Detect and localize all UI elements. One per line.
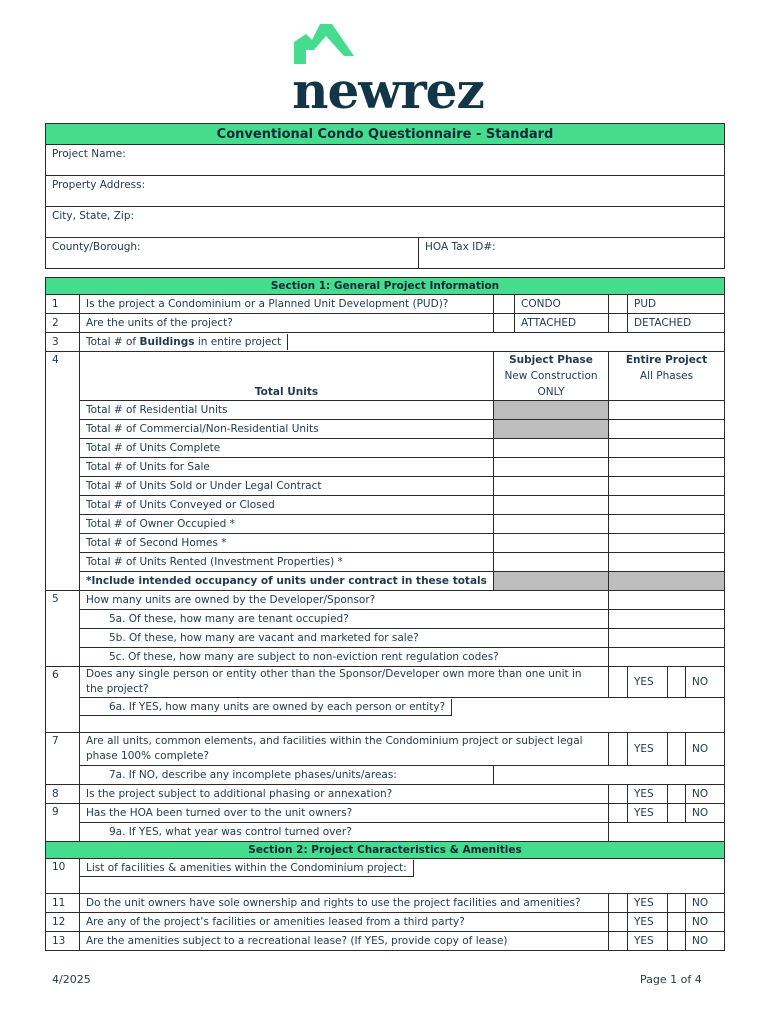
question-2-row — [46, 314, 725, 333]
question-3-row — [46, 333, 725, 352]
subject-phase-input[interactable] — [494, 496, 609, 515]
sub-question-text: 9a. If YES, what year was control turned over? — [80, 823, 609, 842]
entire-project-input[interactable] — [609, 515, 725, 534]
entire-project-input[interactable] — [609, 553, 725, 572]
logo-wordmark: newrez — [292, 61, 484, 120]
yes-checkbox[interactable] — [609, 913, 628, 932]
no-checkbox[interactable] — [668, 733, 686, 766]
yes-checkbox[interactable] — [609, 804, 628, 823]
project-info-table — [45, 123, 725, 269]
footer-page-number: Page 1 of 4 — [640, 973, 702, 986]
question-text: in entire project — [194, 336, 282, 348]
question-text: Are the units of the project? — [80, 314, 494, 333]
no-label: NO — [686, 894, 725, 913]
question-text: Total # of — [86, 336, 140, 348]
incomplete-phases-input[interactable] — [494, 766, 725, 785]
question-number: 4 — [46, 352, 80, 591]
subject-phase-subtitle: ONLY — [537, 386, 565, 398]
entire-project-input[interactable] — [609, 458, 725, 477]
unit-row-label: Total # of Second Homes * — [80, 534, 494, 553]
question-text: Is the project a Condominium or a Planned Unit Development (PUD)? — [80, 295, 494, 314]
entire-project-subtitle: All Phases — [639, 370, 694, 382]
entire-project-input[interactable] — [609, 439, 725, 458]
yes-checkbox[interactable] — [609, 667, 628, 698]
entire-project-header: Entire Project — [625, 354, 708, 366]
subject-phase-cell — [494, 401, 609, 420]
no-label: NO — [686, 913, 725, 932]
subject-phase-input[interactable] — [494, 553, 609, 572]
subject-phase-subtitle: New Construction — [504, 370, 598, 382]
newrez-logo — [288, 22, 488, 120]
condo-label: CONDO — [515, 295, 609, 314]
no-label: NO — [686, 785, 725, 804]
yes-label: YES — [628, 785, 668, 804]
form-title: Conventional Condo Questionnaire - Standard — [46, 124, 725, 145]
entire-project-input[interactable] — [609, 401, 725, 420]
entire-project-input[interactable] — [609, 534, 725, 553]
unit-row-label: Total # of Units Complete — [80, 439, 494, 458]
units-owned-input[interactable] — [80, 716, 725, 733]
condo-checkbox[interactable] — [494, 295, 515, 314]
no-checkbox[interactable] — [668, 785, 686, 804]
yes-label: YES — [628, 667, 668, 698]
yes-checkbox[interactable] — [609, 894, 628, 913]
detached-checkbox[interactable] — [609, 314, 628, 333]
question-number: 8 — [46, 785, 80, 804]
entire-project-input[interactable] — [609, 477, 725, 496]
yes-checkbox[interactable] — [609, 733, 628, 766]
yes-label: YES — [628, 894, 668, 913]
question-number: 6 — [46, 667, 80, 733]
question-text-bold: Buildings — [139, 336, 195, 348]
detached-label: DETACHED — [628, 314, 725, 333]
pud-checkbox[interactable] — [609, 295, 628, 314]
question-number: 11 — [46, 894, 80, 913]
pud-label: PUD — [628, 295, 725, 314]
sub-question-text: 5a. Of these, how many are tenant occupied? — [80, 610, 609, 629]
question-number: 9 — [46, 804, 80, 842]
sub-question-text: 5b. Of these, how many are vacant and marketed for sale? — [80, 629, 609, 648]
occupancy-note: *Include intended occupancy of units under contract in these totals — [80, 572, 494, 591]
question-number: 2 — [46, 314, 80, 333]
question-number: 10 — [46, 859, 80, 894]
subject-phase-input[interactable] — [494, 458, 609, 477]
rent-regulation-input[interactable] — [609, 648, 725, 667]
question-number: 13 — [46, 932, 80, 951]
question-text: Has the HOA been turned over to the unit owners? — [80, 804, 609, 823]
subject-phase-cell — [494, 572, 609, 591]
yes-label: YES — [628, 804, 668, 823]
subject-phase-input[interactable] — [494, 477, 609, 496]
subject-phase-input[interactable] — [494, 515, 609, 534]
question-text: Does any single person or entity other than the Sponsor/Developer own more than one unit in the project? — [80, 667, 609, 698]
unit-row-label: Total # of Owner Occupied * — [80, 515, 494, 534]
entire-project-cell — [609, 572, 725, 591]
question-number: 5 — [46, 591, 80, 667]
hoa-tax-id-field[interactable]: HOA Tax ID#: — [419, 238, 725, 269]
subject-phase-input[interactable] — [494, 534, 609, 553]
footer-date: 4/2025 — [52, 973, 91, 986]
question-text: Are any of the project’s facilities or amenities leased from a third party? — [80, 913, 609, 932]
property-address-field[interactable]: Property Address: — [46, 176, 725, 207]
county-field[interactable]: County/Borough: — [46, 238, 419, 269]
no-checkbox[interactable] — [668, 667, 686, 698]
no-label: NO — [686, 667, 725, 698]
no-label: NO — [686, 733, 725, 766]
unit-row-label: Total # of Units Conveyed or Closed — [80, 496, 494, 515]
subject-phase-input[interactable] — [494, 439, 609, 458]
unit-row-label: Total # of Units Sold or Under Legal Contract — [80, 477, 494, 496]
no-checkbox[interactable] — [668, 804, 686, 823]
amenities-input[interactable] — [80, 877, 725, 894]
yes-label: YES — [628, 913, 668, 932]
no-checkbox[interactable] — [668, 932, 686, 951]
entire-project-input[interactable] — [609, 420, 725, 439]
question-1-row — [46, 295, 725, 314]
no-label: NO — [686, 804, 725, 823]
sub-question-text: 6a. If YES, how many units are owned by each person or entity? — [80, 699, 452, 716]
question-text: Do the unit owners have sole ownership and rights to use the project facilities and amenities? — [80, 894, 609, 913]
question-text: Are the amenities subject to a recreational lease? (If YES, provide copy of lease) — [80, 932, 609, 951]
question-number: 7 — [46, 733, 80, 785]
yes-label: YES — [628, 733, 668, 766]
no-checkbox[interactable] — [668, 913, 686, 932]
yes-checkbox[interactable] — [609, 785, 628, 804]
subject-phase-header: Subject Phase — [509, 354, 593, 366]
question-text: List of facilities & amenities within the Condominium project: — [80, 860, 414, 877]
question-text: Are all units, common elements, and facilities within the Condominium project or subject legal phase 100% complete? — [80, 733, 609, 766]
tenant-occupied-input[interactable] — [609, 610, 725, 629]
no-checkbox[interactable] — [668, 894, 686, 913]
total-units-header: Total Units — [80, 352, 494, 401]
sub-question-text: 7a. If NO, describe any incomplete phases/units/areas: — [80, 766, 494, 785]
attached-checkbox[interactable] — [494, 314, 515, 333]
unit-row-label: Total # of Commercial/Non-Residential Units — [80, 420, 494, 439]
no-label: NO — [686, 932, 725, 951]
yes-label: YES — [628, 932, 668, 951]
developer-units-input[interactable] — [609, 591, 725, 610]
city-state-zip-field[interactable]: City, State, Zip: — [46, 207, 725, 238]
question-number: 1 — [46, 295, 80, 314]
question-text: How many units are owned by the Developer/Sponsor? — [80, 591, 609, 610]
question-4-header-row — [46, 352, 725, 401]
attached-label: ATTACHED — [515, 314, 609, 333]
question-number: 12 — [46, 913, 80, 932]
section-1-header: Section 1: General Project Information — [46, 278, 725, 295]
project-name-field[interactable]: Project Name: — [46, 145, 725, 176]
question-number: 3 — [46, 333, 80, 352]
entire-project-input[interactable] — [609, 496, 725, 515]
question-text: Is the project subject to additional phasing or annexation? — [80, 785, 609, 804]
vacant-units-input[interactable] — [609, 629, 725, 648]
unit-row-label: Total # of Residential Units — [80, 401, 494, 420]
unit-row-label: Total # of Units Rented (Investment Properties) * — [80, 553, 494, 572]
sub-question-text: 5c. Of these, how many are subject to non-eviction rent regulation codes? — [80, 648, 609, 667]
unit-row-label: Total # of Units for Sale — [80, 458, 494, 477]
subject-phase-cell — [494, 420, 609, 439]
yes-checkbox[interactable] — [609, 932, 628, 951]
section-2-header: Section 2: Project Characteristics & Amenities — [46, 842, 725, 859]
questionnaire-table — [45, 277, 725, 951]
turnover-year-input[interactable] — [609, 823, 725, 842]
